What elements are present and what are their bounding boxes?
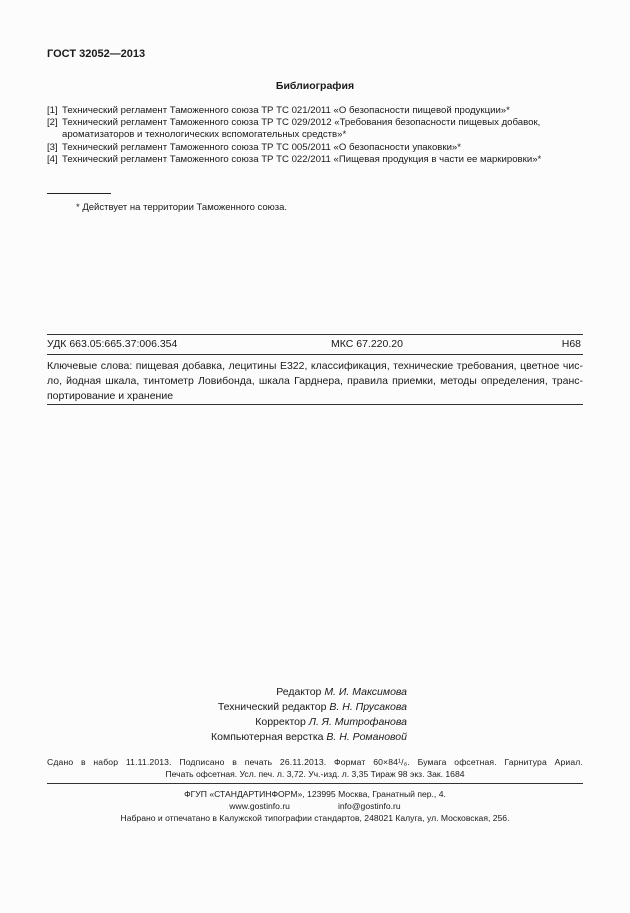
corrector-credit: Корректор Л. Я. Митрофанова <box>255 716 407 728</box>
divider-top <box>47 334 583 335</box>
bibliography-item: [3] Технический регламент Таможенного союза ТР ТС 005/2011 «О безопасности упаковки»* <box>47 141 462 153</box>
bibliography-item: [2] Технический регламент Таможенного союза ТР ТС 029/2012 «Требования безопасности пищевых добавок, ароматизаторов и технологических вспомогательных средств»* <box>47 117 541 141</box>
bibliography-item: [4] Технический регламент Таможенного союза ТР ТС 022/2011 «Пищевая продукция в части ее маркировки»* <box>47 153 542 165</box>
bibliography-list <box>47 105 587 166</box>
keywords: Ключевые слова: пищевая добавка, лецитины Е322, классификация, технические требования, цветное чис- ло, йодная шкала, тинтометр Ловибонда, шкала Гарднера, правила приемки, методы определения, транс- портирование и хранение <box>47 360 583 402</box>
tech-editor-credit: Технический редактор В. Н. Прусакова <box>217 701 407 713</box>
divider-bottom <box>47 404 583 405</box>
footnote-divider <box>47 193 111 194</box>
print-imprint: Сдано в набор 11.11.2013. Подписано в печать 26.11.2013. Формат 60×84¹/₈. Бумага офсетная. Гарнитура Ариал. Печать офсетная. Усл. печ. л. 3,72. Уч.-изд. л. 3,35 Тираж 98 экз. Зак. 1684 <box>47 757 583 779</box>
divider-imprint <box>47 783 583 784</box>
footnote: * Действует на территории Таможенного союза. <box>76 202 288 213</box>
divider-middle <box>47 354 583 355</box>
publisher-email[interactable]: info@gostinfo.ru <box>337 801 401 811</box>
okstu-code: Н68 <box>561 338 581 350</box>
udk-code: УДК 663.05:665.37:006.354 <box>47 338 178 350</box>
publisher-website[interactable]: www.gostinfo.ru <box>229 801 290 811</box>
bibliography-title: Библиография <box>275 80 355 92</box>
document-header: ГОСТ 32052—2013 <box>47 48 146 60</box>
bibliography-item: [1] Технический регламент Таможенного союза ТР ТС 021/2011 «О безопасности пищевой продукции»* <box>47 105 510 116</box>
staff-credits <box>175 685 407 745</box>
layout-credit: Компьютерная верстка В. Н. Романовой <box>211 731 407 743</box>
editor-credit: Редактор М. И. Максимова <box>276 686 407 698</box>
mks-code: МКС 67.220.20 <box>331 338 403 350</box>
publisher-info: ФГУП «СТАНДАРТИНФОРМ», 123995 Москва, Гранатный пер., 4. www.gostinfo.ru info@gostinfo.ru Набрано и отпечатано в Калужской типографии стандартов, 248021 Калуга, ул. Московская, 256. <box>120 789 510 823</box>
